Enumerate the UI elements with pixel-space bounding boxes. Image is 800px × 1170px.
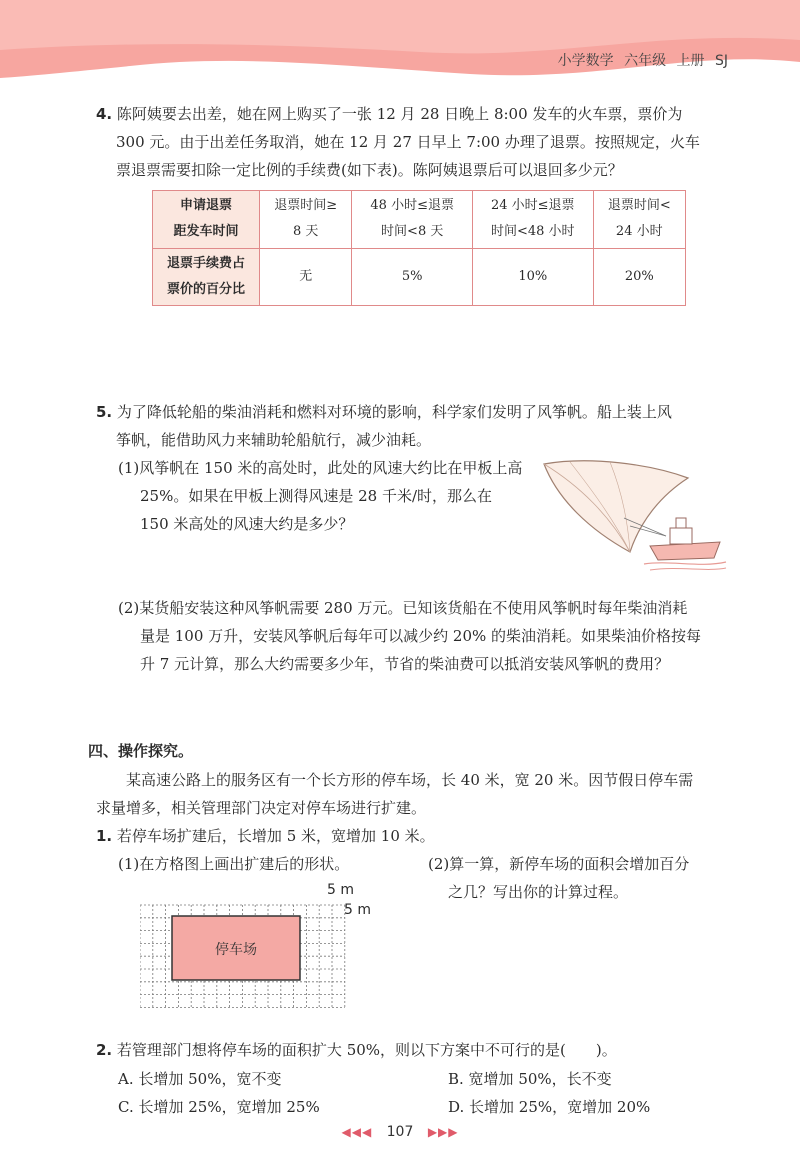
- table-row: [153, 248, 686, 306]
- kite-sail-ship-illustration: [530, 456, 730, 576]
- table-cell: 5%: [352, 248, 473, 306]
- q4-line-2: 300 元。由于出差任务取消，她在 12 月 27 日早上 7:00 办理了退票。按照规定，火车: [116, 133, 700, 151]
- option-b: B. 宽增加 50%，长不变: [448, 1070, 612, 1088]
- table-cell: 24 小时≤退票 时间<48 小时: [472, 191, 593, 249]
- right-arrows-icon: ▶▶▶: [427, 1125, 459, 1139]
- section-title: 四、操作探究。: [88, 742, 194, 760]
- q5-line-1: 为了降低轮船的柴油消耗和燃料对环境的影响，科学家们发明了风筝帆。船上装上风: [116, 403, 672, 421]
- refund-fee-table: [152, 190, 686, 306]
- q5-block: [96, 398, 672, 454]
- q4-line-1: 陈阿姨要去出差，她在网上购买了一张 12 月 28 日晚上 8:00 发车的火车票，票价为: [116, 105, 683, 123]
- table-header-cell: 申请退票 距发车时间: [153, 191, 260, 249]
- table-row: [153, 191, 686, 249]
- table-cell: 48 小时≤退票 时间<8 天: [352, 191, 473, 249]
- s4-problem-2: 2. 若管理部门想将停车场的面积扩大 50%，则以下方案中不可行的是( )。: [96, 1041, 617, 1059]
- q5-sub1: (1)风筝帆在 150 米的高处时，此处的风速大约比在甲板上高 25%。如果在甲板上测得风速是 28 千米/时，那么在 150 米高处的风速大约是多少？: [118, 459, 523, 533]
- table-header-cell: 退票手续费占 票价的百分比: [153, 248, 260, 306]
- table-cell: 退票时间≥ 8 天: [260, 191, 352, 249]
- section4-intro: 某高速公路上的服务区有一个长方形的停车场，长 40 米，宽 20 米。因节假日停车需 求量增多，相关管理部门决定对停车场进行扩建。: [96, 771, 694, 817]
- q5-line-2: 筝帆，能借助风力来辅助轮船航行，减少油耗。: [116, 431, 432, 449]
- q4-line-3: 票退票需要扣除一定比例的手续费(如下表)。陈阿姨退票后可以退回多少元？: [116, 161, 623, 179]
- s4-problem-1: 1. 若停车场扩建后，长增加 5 米，宽增加 10 米。: [96, 827, 435, 845]
- parking-grid-figure: [140, 882, 400, 1024]
- table-cell: 20%: [593, 248, 685, 306]
- table-cell: 无: [260, 248, 352, 306]
- q5-sub2: (2)某货船安装这种风筝帆需要 280 万元。已知该货船在不使用风筝帆时每年柴油消耗 量是 100 万升，安装风筝帆后每年可以减少约 20% 的柴油消耗。如果柴油价格按每 升 7 元计算，那么大约需要多少年，节省的柴油费可以抵消安装风筝帆的费用？: [118, 599, 702, 673]
- table-cell: 10%: [472, 248, 593, 306]
- square-grid: [140, 900, 400, 1020]
- q4-number: 4.: [96, 105, 113, 123]
- header-band: [0, 0, 800, 90]
- parking-lot-label: 停车场: [215, 942, 257, 958]
- page-footer: [0, 1124, 800, 1140]
- page-number: 107: [386, 1124, 414, 1140]
- option-c: C. 长增加 25%，宽增加 25%: [118, 1098, 320, 1116]
- option-d: D. 长增加 25%，宽增加 20%: [448, 1098, 651, 1116]
- left-arrows-icon: ◀◀◀: [341, 1125, 373, 1139]
- option-a: A. 长增加 50%，宽不变: [118, 1070, 282, 1088]
- s4-p1-sub2: (2)算一算，新停车场的面积会增加百分 之几？写出你的计算过程。: [428, 855, 690, 901]
- table-cell: 退票时间< 24 小时: [593, 191, 685, 249]
- q5-number: 5.: [96, 403, 113, 421]
- header-subject-grade: 小学数学 六年级 上册 SJ: [557, 53, 728, 69]
- grid-unit-side-label: 5 m: [344, 902, 371, 918]
- q4-block: [96, 100, 700, 184]
- grid-unit-top-label: 5 m: [327, 882, 354, 898]
- s4-p1-sub1: (1)在方格图上画出扩建后的形状。: [118, 855, 350, 873]
